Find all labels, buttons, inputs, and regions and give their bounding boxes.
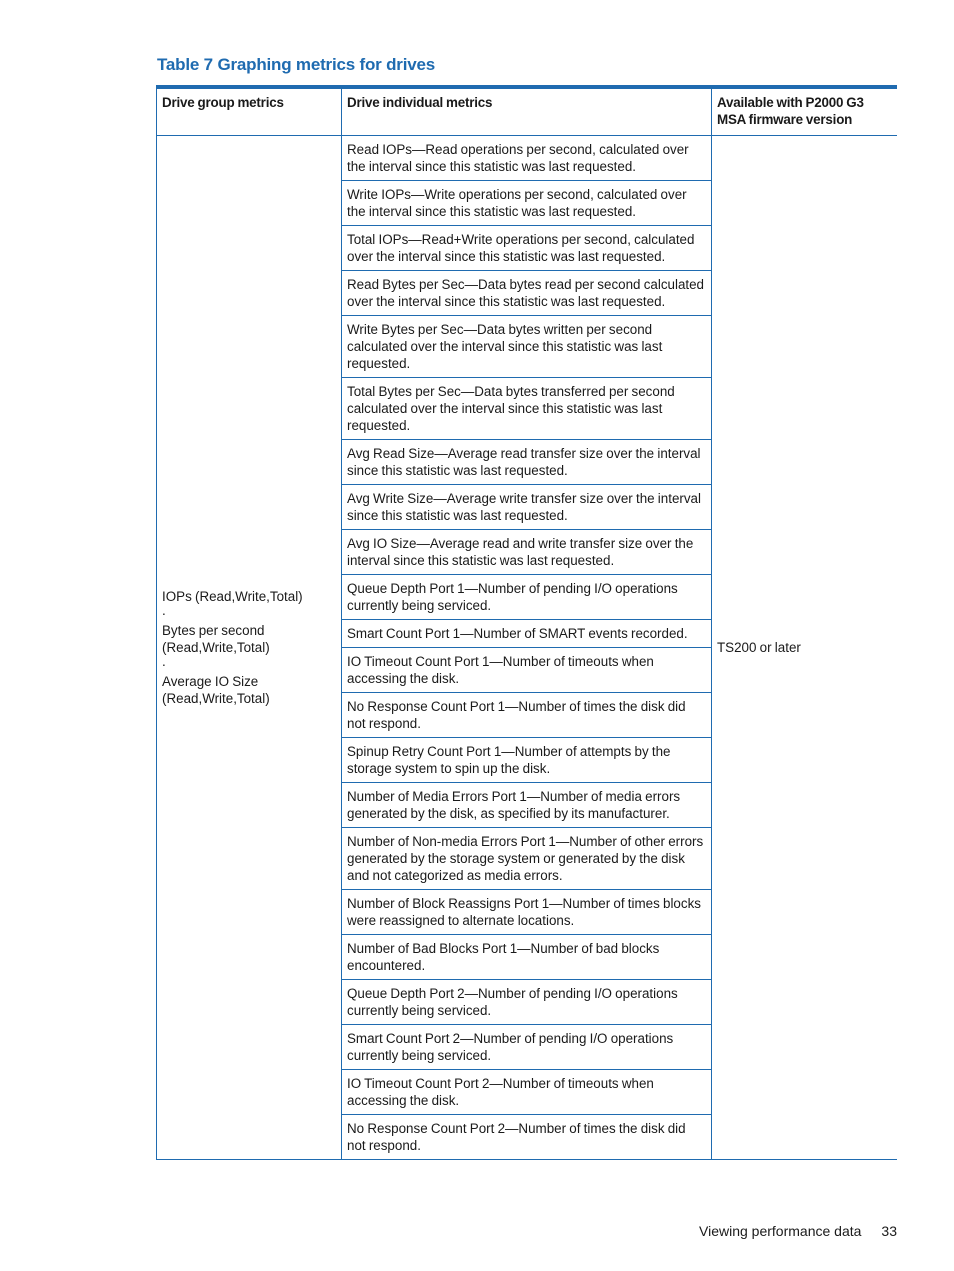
table-caption: Table 7 Graphing metrics for drives — [157, 55, 435, 74]
table-body — [157, 136, 898, 1160]
group-metrics-cell — [157, 136, 342, 1160]
individual-metric-cell: Number of Non-media Errors Port 1—Number of other errors generated by the storage system or generated by the disk and not categorized as media errors. — [342, 828, 712, 890]
group-metric-line1: IOPs (Read,Write,Total) — [162, 589, 303, 604]
page-number: 33 — [881, 1223, 897, 1239]
individual-metric-cell: Read Bytes per Sec—Data bytes read per second calculated over the interval since this statistic was last requested. — [342, 271, 712, 316]
individual-metric-cell: Spinup Retry Count Port 1—Number of attempts by the storage system to spin up the disk. — [342, 738, 712, 783]
header-group-metrics: Drive group metrics — [157, 89, 342, 136]
individual-metric-cell: Smart Count Port 1—Number of SMART events recorded. — [342, 620, 712, 648]
individual-metric-cell: Write Bytes per Sec—Data bytes written per second calculated over the interval since this statistic was last requested. — [342, 316, 712, 378]
individual-metric-cell: No Response Count Port 2—Number of times the disk did not respond. — [342, 1115, 712, 1160]
drive-metrics-table — [156, 88, 897, 1160]
individual-metric-cell: Total IOPs—Read+Write operations per second, calculated over the interval since this statistic was last requested. — [342, 226, 712, 271]
individual-metric-cell: IO Timeout Count Port 2—Number of timeouts when accessing the disk. — [342, 1070, 712, 1115]
individual-metric-cell: Total Bytes per Sec—Data bytes transferred per second calculated over the interval since this statistic was last requested. — [342, 378, 712, 440]
individual-metric-cell: Queue Depth Port 1—Number of pending I/O operations currently being serviced. — [342, 575, 712, 620]
individual-metric-cell: Queue Depth Port 2—Number of pending I/O operations currently being serviced. — [342, 980, 712, 1025]
group-metric-line2: Bytes per second (Read,Write,Total) — [162, 623, 270, 655]
header-firmware-version: Available with P2000 G3 MSA firmware version — [712, 89, 898, 136]
table-row — [157, 136, 898, 181]
firmware-version-cell: TS200 or later — [712, 136, 898, 1160]
metrics-table-container — [156, 85, 897, 1202]
group-metric-sep2: . — [162, 654, 166, 669]
individual-metric-cell: IO Timeout Count Port 1—Number of timeouts when accessing the disk. — [342, 648, 712, 693]
group-metric-sep1: . — [162, 603, 166, 618]
footer-section-title: Viewing performance data — [699, 1223, 862, 1239]
individual-metric-cell: Number of Bad Blocks Port 1—Number of bad blocks encountered. — [342, 935, 712, 980]
individual-metric-cell: Avg IO Size—Average read and write transfer size over the interval since this statistic was last requested. — [342, 530, 712, 575]
header-individual-metrics: Drive individual metrics — [342, 89, 712, 136]
individual-metric-cell: Number of Media Errors Port 1—Number of media errors generated by the disk, as specified by its manufacturer. — [342, 783, 712, 828]
individual-metric-cell: Avg Read Size—Average read transfer size over the interval since this statistic was last requested. — [342, 440, 712, 485]
individual-metric-cell: Avg Write Size—Average write transfer size over the interval since this statistic was last requested. — [342, 485, 712, 530]
group-metric-line3: Average IO Size (Read,Write,Total) — [162, 674, 270, 706]
individual-metric-cell: Read IOPs—Read operations per second, calculated over the interval since this statistic was last requested. — [342, 136, 712, 181]
individual-metric-cell: Number of Block Reassigns Port 1—Number of times blocks were reassigned to alternate locations. — [342, 890, 712, 935]
individual-metric-cell: Write IOPs—Write operations per second, calculated over the interval since this statistic was last requested. — [342, 181, 712, 226]
table-header-row — [157, 89, 898, 136]
page-footer — [699, 1223, 897, 1239]
individual-metric-cell: No Response Count Port 1—Number of times the disk did not respond. — [342, 693, 712, 738]
individual-metric-cell: Smart Count Port 2—Number of pending I/O operations currently being serviced. — [342, 1025, 712, 1070]
